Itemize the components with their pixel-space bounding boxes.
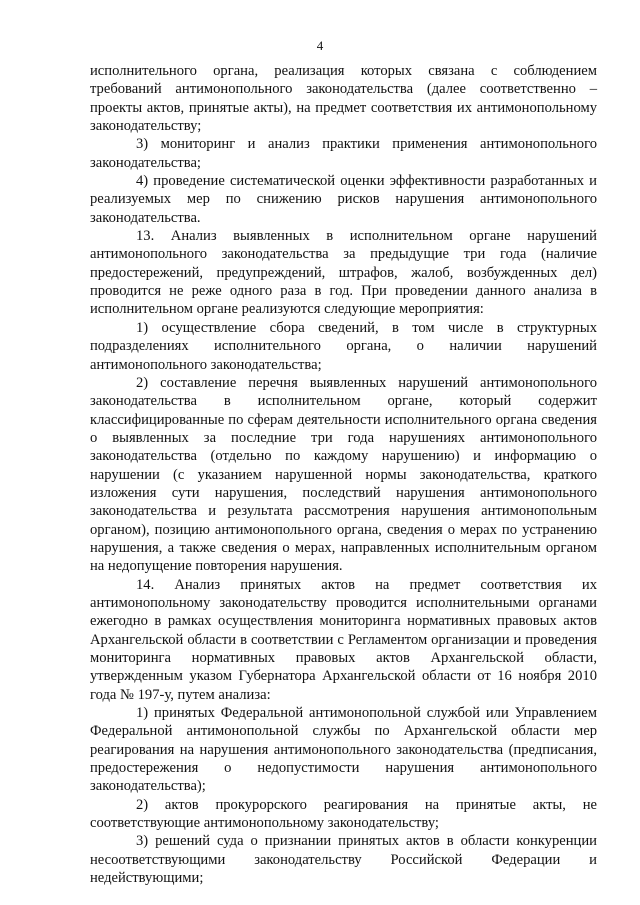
paragraph-clause-13-item-2: 2) составление перечня выявленных нарушений антимонопольного законодательства в исполнительном органе, который содержит классифицированные по сферам деятельности исполнительного органа сведения о выявленных за последние три года нарушениях антимонопольного законодательства (отдельно по каждому нарушению) и информацию о нарушении (с указанием нарушенной нормы законодательства, краткого изложения сути нарушения, последствий нарушения антимонопольного законодательства и результата рассмотрения нарушения антимонопольным органом), позицию антимонопольного органа, сведения о мерах по устранению нарушения, а также сведения о мерах, направленных исполнительным органом на недопущение повторения нарушения. bbox=[90, 374, 597, 575]
paragraph-continuation: исполнительного органа, реализация которых связана с соблюдением требований антимонопольного законодательства (далее соответственно – проекты актов, принятые акты), на предмет соответствия их антимонопольному законодательству; bbox=[90, 63, 597, 135]
document-body bbox=[90, 62, 597, 887]
paragraph-clause-14: 14. Анализ принятых актов на предмет соответствия их антимонопольному законодательству проводится исполнительными органами ежегодно в рамках осуществления мониторинга нормативных правовых актов Архангельской области в соответствии с Регламентом организации и проведения мониторинга нормативных правовых актов Архангельской области, утвержденным указом Губернатора Архангельской области от 16 ноября 2010 года № 197-у, путем анализа: bbox=[90, 576, 597, 703]
paragraph-clause-14-item-1: 1) принятых Федеральной антимонопольной службой или Управлением Федеральной антимонопольной службы по Архангельской области мер реагирования на нарушения антимонопольного законодательства (предписания, предостережения о недопустимости нарушения антимонопольного законодательства); bbox=[90, 705, 597, 795]
paragraph-clause-14-item-3: 3) решений суда о признании принятых актов в области конкуренции несоответствующими законодательству Российской Федерации и недействующими; bbox=[90, 833, 597, 887]
paragraph-item-4-evaluation: 4) проведение систематической оценки эффективности разработанных и реализуемых мер по снижению рисков нарушения антимонопольного законодательства. bbox=[90, 173, 597, 226]
paragraph-clause-14-item-2: 2) актов прокурорского реагирования на принятые акты, не соответствующие антимонопольному законодательству; bbox=[90, 796, 597, 832]
paragraph-item-3-monitoring: 3) мониторинг и анализ практики применения антимонопольного законодательства; bbox=[90, 136, 597, 171]
paragraph-clause-13: 13. Анализ выявленных в исполнительном органе нарушений антимонопольного законодательства за предыдущие три года (наличие предостережений, предупреждений, штрафов, жалоб, возбужденных дел) проводится не реже одного раза в год. При проведении данного анализа в исполнительном органе реализуются следующие мероприятия: bbox=[90, 228, 597, 318]
paragraph-clause-13-item-1: 1) осуществление сбора сведений, в том числе в структурных подразделениях исполнительного органа, о наличии нарушений антимонопольного законодательства; bbox=[90, 319, 597, 373]
page-number: 4 bbox=[316, 38, 324, 53]
